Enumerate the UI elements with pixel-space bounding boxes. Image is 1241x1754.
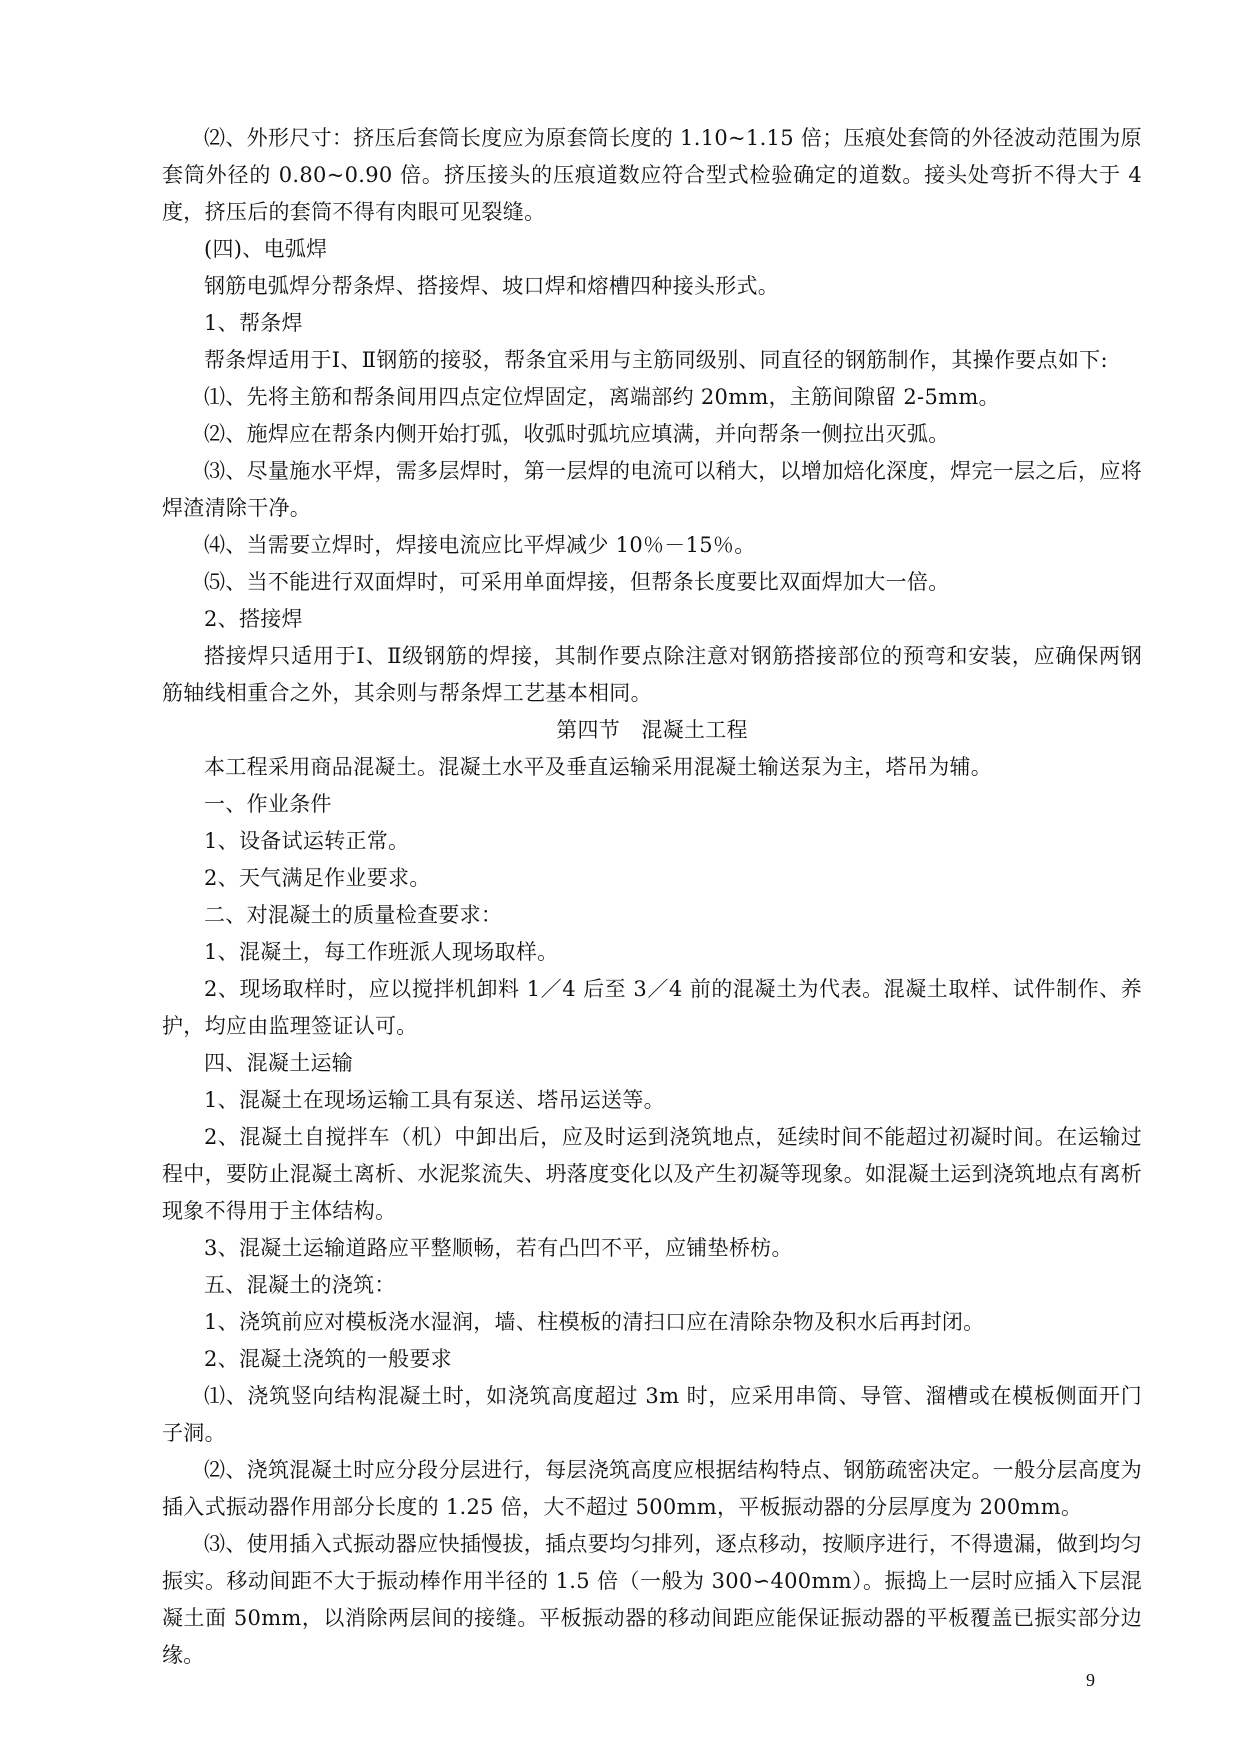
subheading-pouring: 五、混凝土的浇筑：: [204, 1273, 396, 1297]
paragraph: 1、混凝土在现场运输工具有泵送、塔吊运送等。: [204, 1088, 665, 1112]
paragraph: ⑷、当需要立焊时，焊接电流应比平焊减少 10％－15％。: [204, 533, 756, 557]
paragraph: 帮条焊适用于Ⅰ、Ⅱ钢筋的接驳，帮条宜采用与主筋同级别、同直径的钢筋制作，其操作要点如下:: [204, 348, 1108, 372]
subheading-work-conditions: 一、作业条件: [204, 792, 332, 816]
paragraph: 1、混凝土，每工作班派人现场取样。: [204, 940, 559, 964]
section-heading: 第四节 混凝土工程: [556, 718, 748, 742]
paragraph: 2、现场取样时，应以搅拌机卸料 1／4 后至 3／4 前的混凝土为代表。混凝土取样、试件制作、养护，均应由监理签证认可。: [162, 977, 1142, 1038]
subheading-transport: 四、混凝土运输: [204, 1051, 354, 1075]
subheading-arc-welding: (四)、电弧焊: [204, 237, 328, 261]
paragraph: ⑵、浇筑混凝土时应分段分层进行，每层浇筑高度应根据结构特点、钢筋疏密决定。一般分层高度为插入式振动器作用部分长度的 1.25 倍，大不超过 500mm，平板振动器的分层厚度为 200mm。: [162, 1458, 1142, 1519]
paragraph: 本工程采用商品混凝土。混凝土水平及垂直运输采用混凝土输送泵为主，塔吊为辅。: [204, 755, 993, 779]
paragraph: 2、天气满足作业要求。: [204, 866, 431, 890]
paragraph: ⑶、使用插入式振动器应快插慢拔，插点要均匀排列，逐点移动，按顺序进行，不得遗漏，做到均匀振实。移动间距不大于振动棒作用半径的 1.5 倍（一般为 300∽400mm）。振捣上一层时应插入下层混凝土面 50mm，以消除两层间的接缝。平板振动器的移动间距应能保证振动器的平板覆盖已振实部分边缘。: [162, 1532, 1142, 1667]
paragraph: 1、设备试运转正常。: [204, 829, 410, 853]
paragraph: ⑴、浇筑竖向结构混凝土时，如浇筑高度超过 3m 时，应采用串筒、导管、溜槽或在模板侧面开门子洞。: [162, 1384, 1142, 1445]
page-body: [162, 120, 1142, 1674]
paragraph: ⑴、先将主筋和帮条间用四点定位焊固定，离端部约 20mm，主筋间隙留 2-5mm。: [204, 385, 1000, 409]
paragraph: 钢筋电弧焊分帮条焊、搭接焊、坡口焊和熔槽四种接头形式。: [204, 274, 780, 298]
subheading-strip-welding: 1、帮条焊: [204, 311, 303, 335]
paragraph: 2、混凝土自搅拌车（机）中卸出后，应及时运到浇筑地点，延续时间不能超过初凝时间。在运输过程中，要防止混凝土离析、水泥浆流失、坍落度变化以及产生初凝等现象。如混凝土运到浇筑地点有离析现象不得用于主体结构。: [162, 1125, 1142, 1223]
paragraph: ⑶、尽量施水平焊，需多层焊时，第一层焊的电流可以稍大，以增加焙化深度，焊完一层之后，应将焊渣清除干净。: [162, 459, 1142, 520]
paragraph: ⑵、施焊应在帮条内侧开始打弧，收弧时弧坑应填满，并向帮条一侧拉出灭弧。: [204, 422, 950, 446]
paragraph: ⑸、当不能进行双面焊时，可采用单面焊接，但帮条长度要比双面焊加大一倍。: [204, 570, 950, 594]
page-number: 9: [1086, 1670, 1095, 1690]
paragraph: 搭接焊只适用于Ⅰ、Ⅱ级钢筋的焊接，其制作要点除注意对钢筋搭接部位的预弯和安装，应确保两钢筋轴线相重合之外，其余则与帮条焊工艺基本相同。: [162, 644, 1142, 705]
subheading-lap-welding: 2、搭接焊: [204, 607, 303, 631]
paragraph: 1、浇筑前应对模板浇水湿润，墙、柱模板的清扫口应在清除杂物及积水后再封闭。: [204, 1310, 985, 1334]
subheading-quality-check: 二、对混凝土的质量检查要求：: [204, 903, 503, 927]
paragraph: 3、混凝土运输道路应平整顺畅，若有凸凹不平，应铺垫桥枋。: [204, 1236, 793, 1260]
paragraph: ⑵、外形尺寸：挤压后套筒长度应为原套筒长度的 1.10~1.15 倍；压痕处套筒的外径波动范围为原套筒外径的 0.80~0.90 倍。挤压接头的压痕道数应符合型式检验确定的道数。接头处弯折不得大于 4 度，挤压后的套筒不得有肉眼可见裂缝。: [162, 126, 1142, 224]
paragraph: 2、混凝土浇筑的一般要求: [204, 1347, 452, 1371]
